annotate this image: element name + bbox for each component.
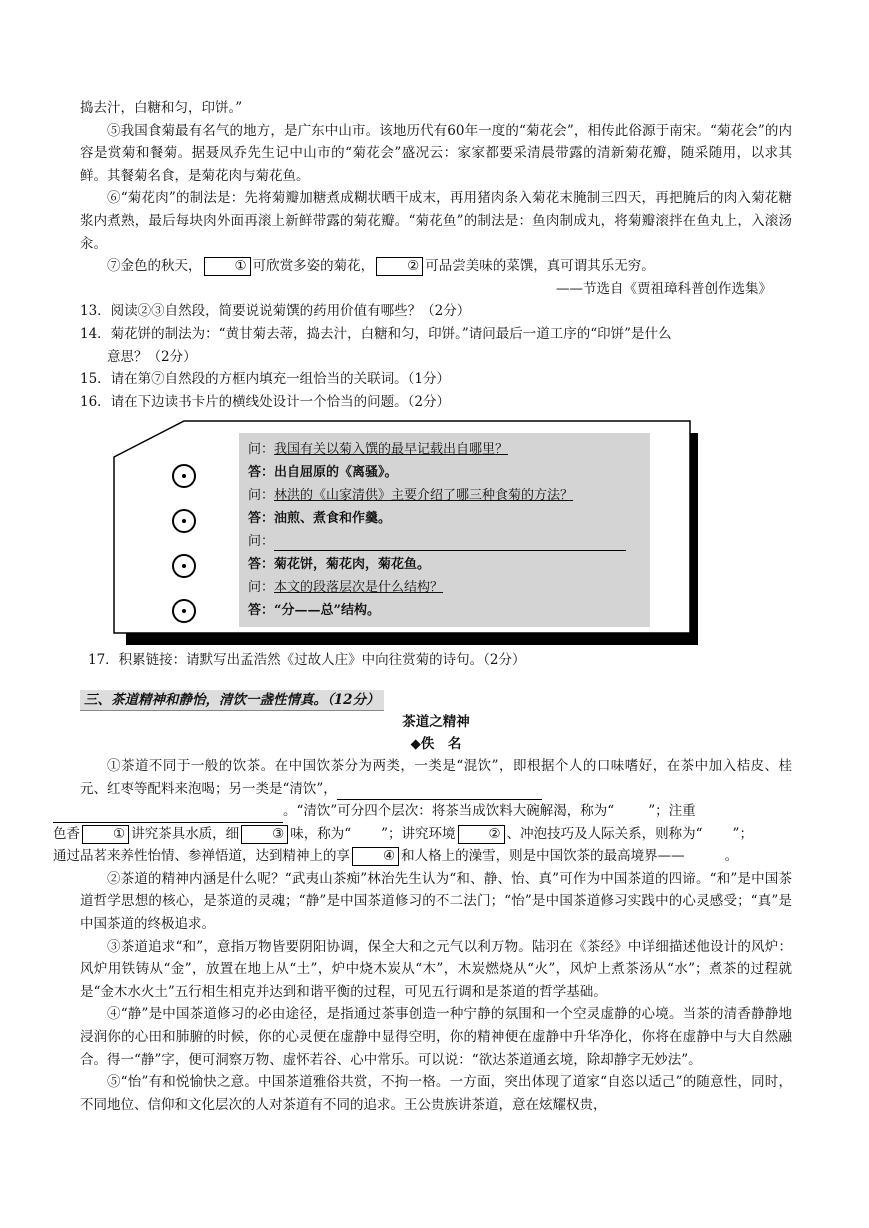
answer-box-tea-2[interactable]: ② xyxy=(458,825,505,844)
question-15: 15．请在第⑦自然段的方框内填充一组恰当的关联词。（1分） xyxy=(80,371,451,388)
question-14: 14．菊花饼的制法为：“黄甘菊去蒂，捣去汁，白糖和匀，印饼。”请问最后一道工序的“印饼”是什么 xyxy=(80,325,672,342)
article-author: ◆佚 名 xyxy=(410,735,462,752)
card-content-area xyxy=(239,433,650,627)
question-16: 16．请在下边读书卡片的横线处设计一个恰当的问题。（2分） xyxy=(80,393,451,410)
card-q1: 问：我国有关以菊入馔的最早记载出自哪里？ xyxy=(248,442,509,458)
article-paragraph-4: ④“静”是中国茶道修习的必由途径，是指通过茶事创造一种宁静的氛围和一个空灵虚静的心境。当茶的清香静静地浸润你的心田和肺腑的时候，你的心灵便在虚静中显得空明，你的精神便在虚静中升华净化，你将在虚静中与大自然融合。得一“静”字，便可洞察万物、虚怀若谷、心中常乐。可以说：“欲达茶道通玄境，除却静字无妙法”。 xyxy=(80,1006,792,1068)
card-a1: 答：出自屈原的《离骚》。 xyxy=(248,465,398,481)
card-q4: 问：本文的段落层次是什么结构？ xyxy=(248,580,444,596)
question-17: 17．积累链接：请默写出孟浩然《过故人庄》中向往赏菊的诗句。（2分） xyxy=(88,652,526,669)
article-paragraph-5: ⑤“怡”有和悦愉快之意。中国茶道雅俗共赏，不拘一格。一方面，突出体现了道家“自恣以适己”的随意性，同时，不同地位、信仰和文化层次的人对茶道有不同的追求。王公贵族讲茶道，意在炫耀权贵， xyxy=(80,1074,792,1113)
document-page xyxy=(53,0,792,1116)
question-13: 13．阅读②③自然段，简要说说菊馔的药用价值有哪些？（2分） xyxy=(80,303,471,320)
card-answer-blank[interactable] xyxy=(274,536,626,551)
answer-box-2[interactable]: ② xyxy=(376,257,423,276)
question-14-cont: 意思？（2分） xyxy=(107,348,197,365)
card-a2: 答：油煎、煮食和作羹。 xyxy=(248,511,392,527)
article-title: 茶道之精神 xyxy=(402,713,470,730)
paragraph-7: ⑦金色的秋天， ① 可欣赏多姿的菊花， ② 可品尝美味的菜馔，真可谓其乐无穷。 xyxy=(107,258,655,275)
section-3-heading: 三、茶道精神和静怡，清饮一盏性情真。（12分） xyxy=(80,690,792,711)
paragraph-6: ⑥“菊花肉”的制法是：先将菊瓣加糖煮成糊状晒干成末，再用猪肉条入菊花末腌制三四天，再把腌后的肉入菊花糖浆内煮熟，最后每块肉外面再滚上新鲜带露的菊花瓣。“菊花鱼”的制法是：鱼肉制成丸，将菊瓣滚拌在鱼丸上，入滚汤汆。 xyxy=(80,190,792,252)
paragraph-5: ⑤我国食菊最有名气的地方，是广东中山市。该地历代有60年一度的“菊花会”，相传此俗源于南宋。“菊花会”的内容是赏菊和餐菊。据聂凤乔先生记中山市的“菊花会”盛况云：家家都要采清晨带露的清新菊花瓣，随采随用，以求其鲜。其餐菊名食，是菊花肉与菊花鱼。 xyxy=(80,122,792,184)
fill-blank[interactable] xyxy=(337,785,542,800)
card-a3: 答：菊花饼，菊花肉，菊花鱼。 xyxy=(248,557,431,573)
reading-card xyxy=(108,419,698,649)
paragraph-0: 捣去汁，白糖和匀，印饼。” xyxy=(80,100,243,116)
article-paragraph-3: ③茶道追求“和”，意指万物皆要阴阳协调，保全大和之元气以利万物。陆羽在《茶经》中详细描述他设计的风炉：风炉用铁铸从“金”，放置在地上从“土”，炉中烧木炭从“木”，木炭燃烧从“火”，风炉上煮茶汤从“水”；煮茶的过程就是“金木水火土”五行相生相克并达到和谐平衡的过程，可见五行调和是茶道的哲学基础。 xyxy=(80,938,792,1000)
card-a4: 答：“分——总”结构。 xyxy=(248,603,380,619)
article-paragraph-2: ②茶道的精神内涵是什么呢？“武夷山茶痴”林治先生认为“和、静、怡、真”可作为中国茶道的四谛。“和”是中国茶道哲学思想的核心，是茶道的灵魂；“静”是中国茶道修习的不二法门；“怡”是中国茶道修习实践中的心灵感受；“真”是中国茶道的终极追求。 xyxy=(80,870,792,933)
fill-blank[interactable] xyxy=(53,808,283,823)
card-q2: 问：林洪的《山家清供》主要介绍了哪三种食菊的方法？ xyxy=(248,488,574,504)
source-citation: ——节选自《贾祖璋科普创作选集》 xyxy=(556,280,772,297)
answer-box-tea-3[interactable]: ③ xyxy=(241,825,288,844)
answer-box-tea-1[interactable]: ① xyxy=(82,825,129,844)
card-q3: 问： xyxy=(248,533,626,551)
article-paragraph-1: ①茶道不同于一般的饮茶。在中国饮茶分为两类，一类是“混饮”，即根据个人的口味嗜好，在茶中加入桔皮、桂元、红枣等配料来泡喝；另一类是“清饮”， 。“清饮”可分四个层次：将茶当成饮料大碗解渴，称为“ ”；注重 色香 ① 讲究茶具水质，细 ③ 味，称为“ ”；讲究环境 ② 、冲泡技巧及人际关系，则称为“ ”； 通过品茗来养性怡情、参禅悟道，达到精神上的享 ④ 和人格上的澡雪，则是中国饮茶的最高境界—— 。 xyxy=(53,757,792,865)
answer-box-tea-4[interactable]: ④ xyxy=(352,847,399,866)
answer-box-1[interactable]: ① xyxy=(204,257,251,276)
